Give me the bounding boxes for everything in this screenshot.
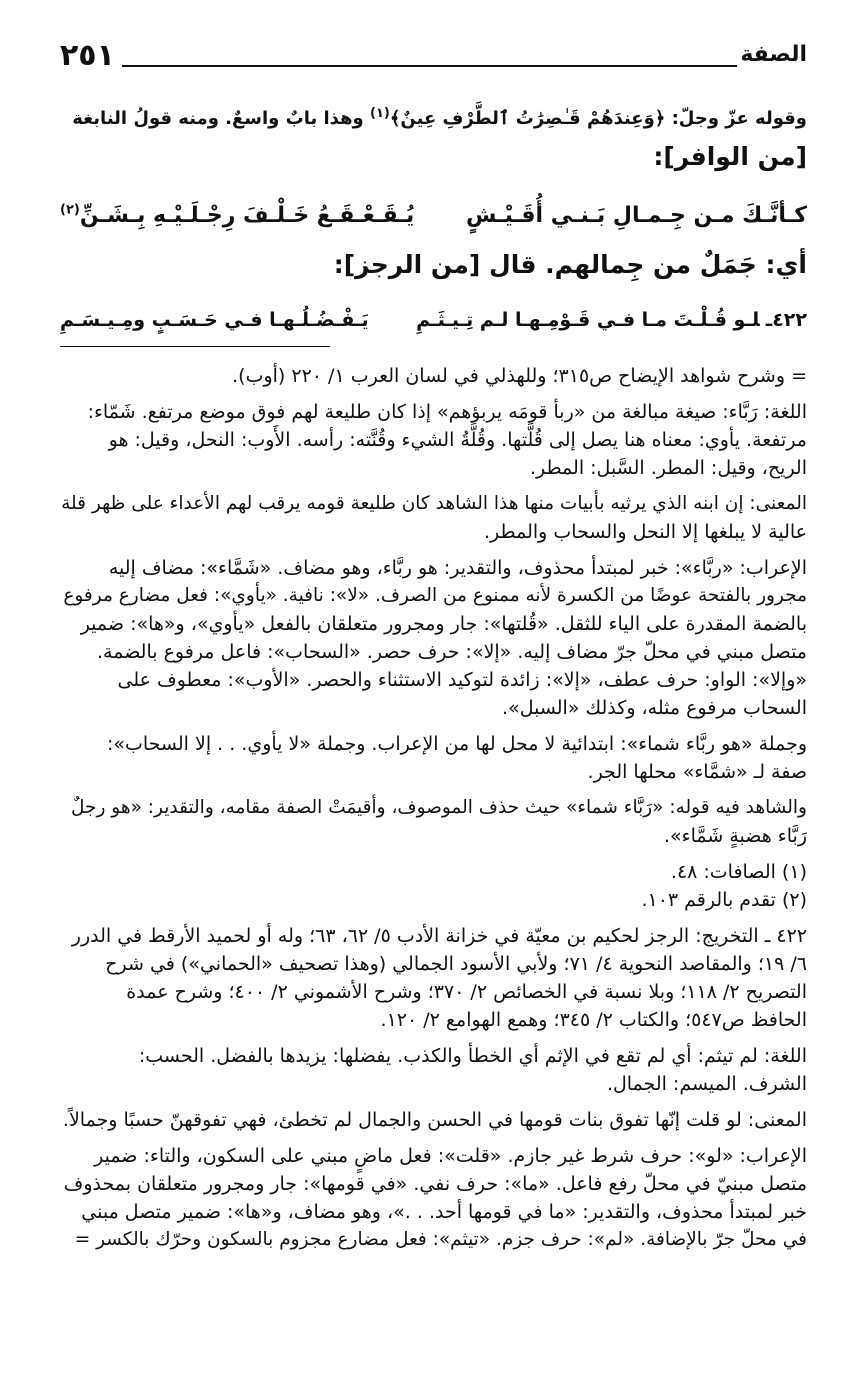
footnote-line: خبر لمبتدأ محذوف، والتقدير: «ما في قومها أحد. . .»، وهو مضاف، و«ها»: ضمير متصل مبني [81, 1201, 807, 1223]
footnote-line: «وإلا»: الواو: حرف عطف، «إلا»: زائدة لتوكيد الاستثناء والحصر. «الأوب»: معطوف على [117, 669, 807, 691]
footnote-line: السحاب مرفوع مثله، وكذلك «السبل». [502, 697, 807, 719]
footnote-line: ٤٢٢ ـ التخريج: الرجز لحكيم بن معيّة في خزانة الأدب ٥/ ٦٢، ٦٣؛ وله أو لحميد الأرقط في الدرر [71, 925, 807, 947]
footnote-line: رَبَّاء هضبةٍ شَمَّاء». [664, 825, 807, 847]
main-text [60, 100, 807, 350]
header-rule [122, 65, 737, 67]
verse-2-first-hemistich: ٤٢٢ـلـو قُـلْـتَ مـا فـي قَـوْمِـهـا لـم تِـيـثَـمِ [416, 309, 807, 331]
footnote-ref-1: (١) [370, 106, 390, 121]
page-number: ٢٥١ [60, 38, 115, 73]
footnotes [60, 362, 807, 1254]
verse-1-second-hemistich: يُـقَـعْـقَـعُ خَـلْـفَ رِجْـلَـيْـهِ بِـشَـنِّ$^{(٢)}$ [60, 202, 415, 228]
footnote-line: في محلّ جرّ بالإضافة. «لم»: حرف جزم. «تيثم»: فعل مضارع مجزوم بالسكون وحرّك بالكسر = [74, 1229, 807, 1250]
main-line-1 [60, 100, 807, 138]
footnote-line: متصل مبنيّ في محلّ رفع فاعل. «ما»: حرف نفي. «في قومها»: جار ومجرور متعلقان بمحذوف [63, 1173, 807, 1195]
footnote-line: مجرور بالفتحة عوضًا من الكسرة لأنه ممنوع من الصرف. «لا»: نافية. «يأوي»: فعل مضارع مرفوع [63, 585, 807, 606]
footnote-line: ٦/ ١٩؛ والمقاصد النحوية ٤/ ٧١؛ ولأبي الأسود الجمالي (وهذا تصحيف «الحماني») في شرح [105, 953, 807, 975]
footnote-2: (٢) تقدم بالرقم ١٠٣. [641, 889, 807, 911]
footnote-line: التصريح ٢/ ١١٨؛ وبلا نسبة في الخصائص ٢/ ٣٧٠؛ وشرح الأشموني ٢/ ٤٠٠؛ وشرح عمدة [126, 981, 807, 1003]
poetry-verse-1 [60, 186, 807, 246]
verse-2-second-hemistich: يَـفْـضُـلُـهـا فـي حَـسَـبٍ ومِـيـسَـمِ [60, 309, 369, 331]
footnote-line: الإعراب: «لو»: حرف شرط غير جازم. «قلت»: فعل ماضٍ مبني على السكون، والتاء: ضمير [94, 1145, 807, 1167]
page-header [60, 38, 807, 78]
footnote-line: والشاهد فيه قوله: «رَبَّاء شماء» حيث حذف الموصوف، وأقيمَتْ الصفة مقامه، والتقدير: «هو رجلٌ [71, 797, 807, 818]
footnote-line: = وشرح شواهد الإيضاح ص٣١٥؛ وللهذلي في لسان العرب ١/ ٢٢٠ (أوب). [232, 365, 807, 387]
footnote-line: صفة لـ «شمَّاء» محلها الجر. [587, 761, 807, 783]
main-line-1-rest: وهذا بابٌ واسعٌ. ومنه قولُ النابغة [72, 108, 364, 129]
verse-1-first-hemistich: كـأنَّـكَ مـن جِـمـالِ بَـنـي أُقَـيْـشٍ [465, 203, 807, 228]
footnote-line: الشرف. الميسم: الجمال. [606, 1073, 807, 1095]
footnote-line: اللغة: رَبَّاء: صيغة مبالغة من «ربأ قومَه يربؤهم» إذا كان طليعة لهم فوق موضع مرتفع. شَمّاء: [87, 401, 807, 423]
poetry-verse-2 [60, 290, 807, 350]
footnote-ref-2: (٢) [60, 202, 80, 218]
running-title: الصفة [740, 42, 807, 67]
footnote-line: بالضمة المقدرة على الياء للثقل. «قُلتها»: جار ومجرور متعلقان بالفعل «يأوي»، و«ها»: ضمير [80, 613, 807, 635]
verse-number: ٤٢٢ـ [765, 309, 807, 331]
footnote-line: اللغة: لم تيثم: أي لم تقع في الإثم أي الخطأ والكذب. يفضلها: يزيدها بالفضل. الحسب: [138, 1045, 807, 1067]
footnote-line: الحافظ ص٥٤٧؛ والكتاب ٢/ ٣٤٥؛ وهمع الهوامع ٢/ ١٢٠. [380, 1009, 807, 1031]
footnote-line: مرتفعة. يأوي: معناه هنا يصل إلى قُلَّتها. وقُلَّةُ الشيء وقُنَّته: رأسه. الأَوب: النحل، وقيل: هو [108, 429, 807, 451]
footnote-divider [60, 346, 330, 347]
footnote-line: عالية لا يبلغها إلا النحل والسحاب والمطر. [484, 521, 807, 543]
footnote-line: وجملة «هو ربَّاء شماء»: ابتدائية لا محل لها من الإعراب. وجملة «لا يأوي. . . إلا السحاب»: [106, 733, 807, 755]
main-line-3: أي: جَمَلٌ من جِمالهم. قال [من الرجز]: [333, 250, 807, 279]
footnote-line: متصل مبني في محلّ جرّ مضاف إليه. «إلا»: حرف حصر. «السحاب»: فاعل مرفوع بالضمة. [96, 641, 807, 663]
footnote-line: المعنى: إن ابنه الذي يرثيه بأبيات منها هذا الشاهد كان طليعة قومه يرقب لهم الأعداء على ظهر قلة [61, 493, 807, 514]
footnote-line: الإعراب: «ربَّاء»: خبر لمبتدأ محذوف، والتقدير: هو ربَّاء، وهو مضاف. «شَمَّاء»: مضاف إليه [108, 557, 807, 579]
footnote-1: (١) الصافات: ٤٨. [670, 861, 807, 883]
quran-quote: وقوله عزّ وجلّ: ﴿وَعِندَهُمْ قَـٰصِرَٰتُ ٱلطَّرْفِ عِينٌ﴾ [389, 108, 807, 129]
footnote-line: الريح، وقيل: المطر. السَّبل: المطر. [529, 457, 807, 479]
main-line-2: [من الوافر]: [653, 142, 807, 171]
footnote-line: المعنى: لو قلت إنّها تفوق بنات قومها في الحسن والجمال لم تخطئ، فهي تفوقهنّ حسبًا وجمالاً. [62, 1109, 807, 1131]
